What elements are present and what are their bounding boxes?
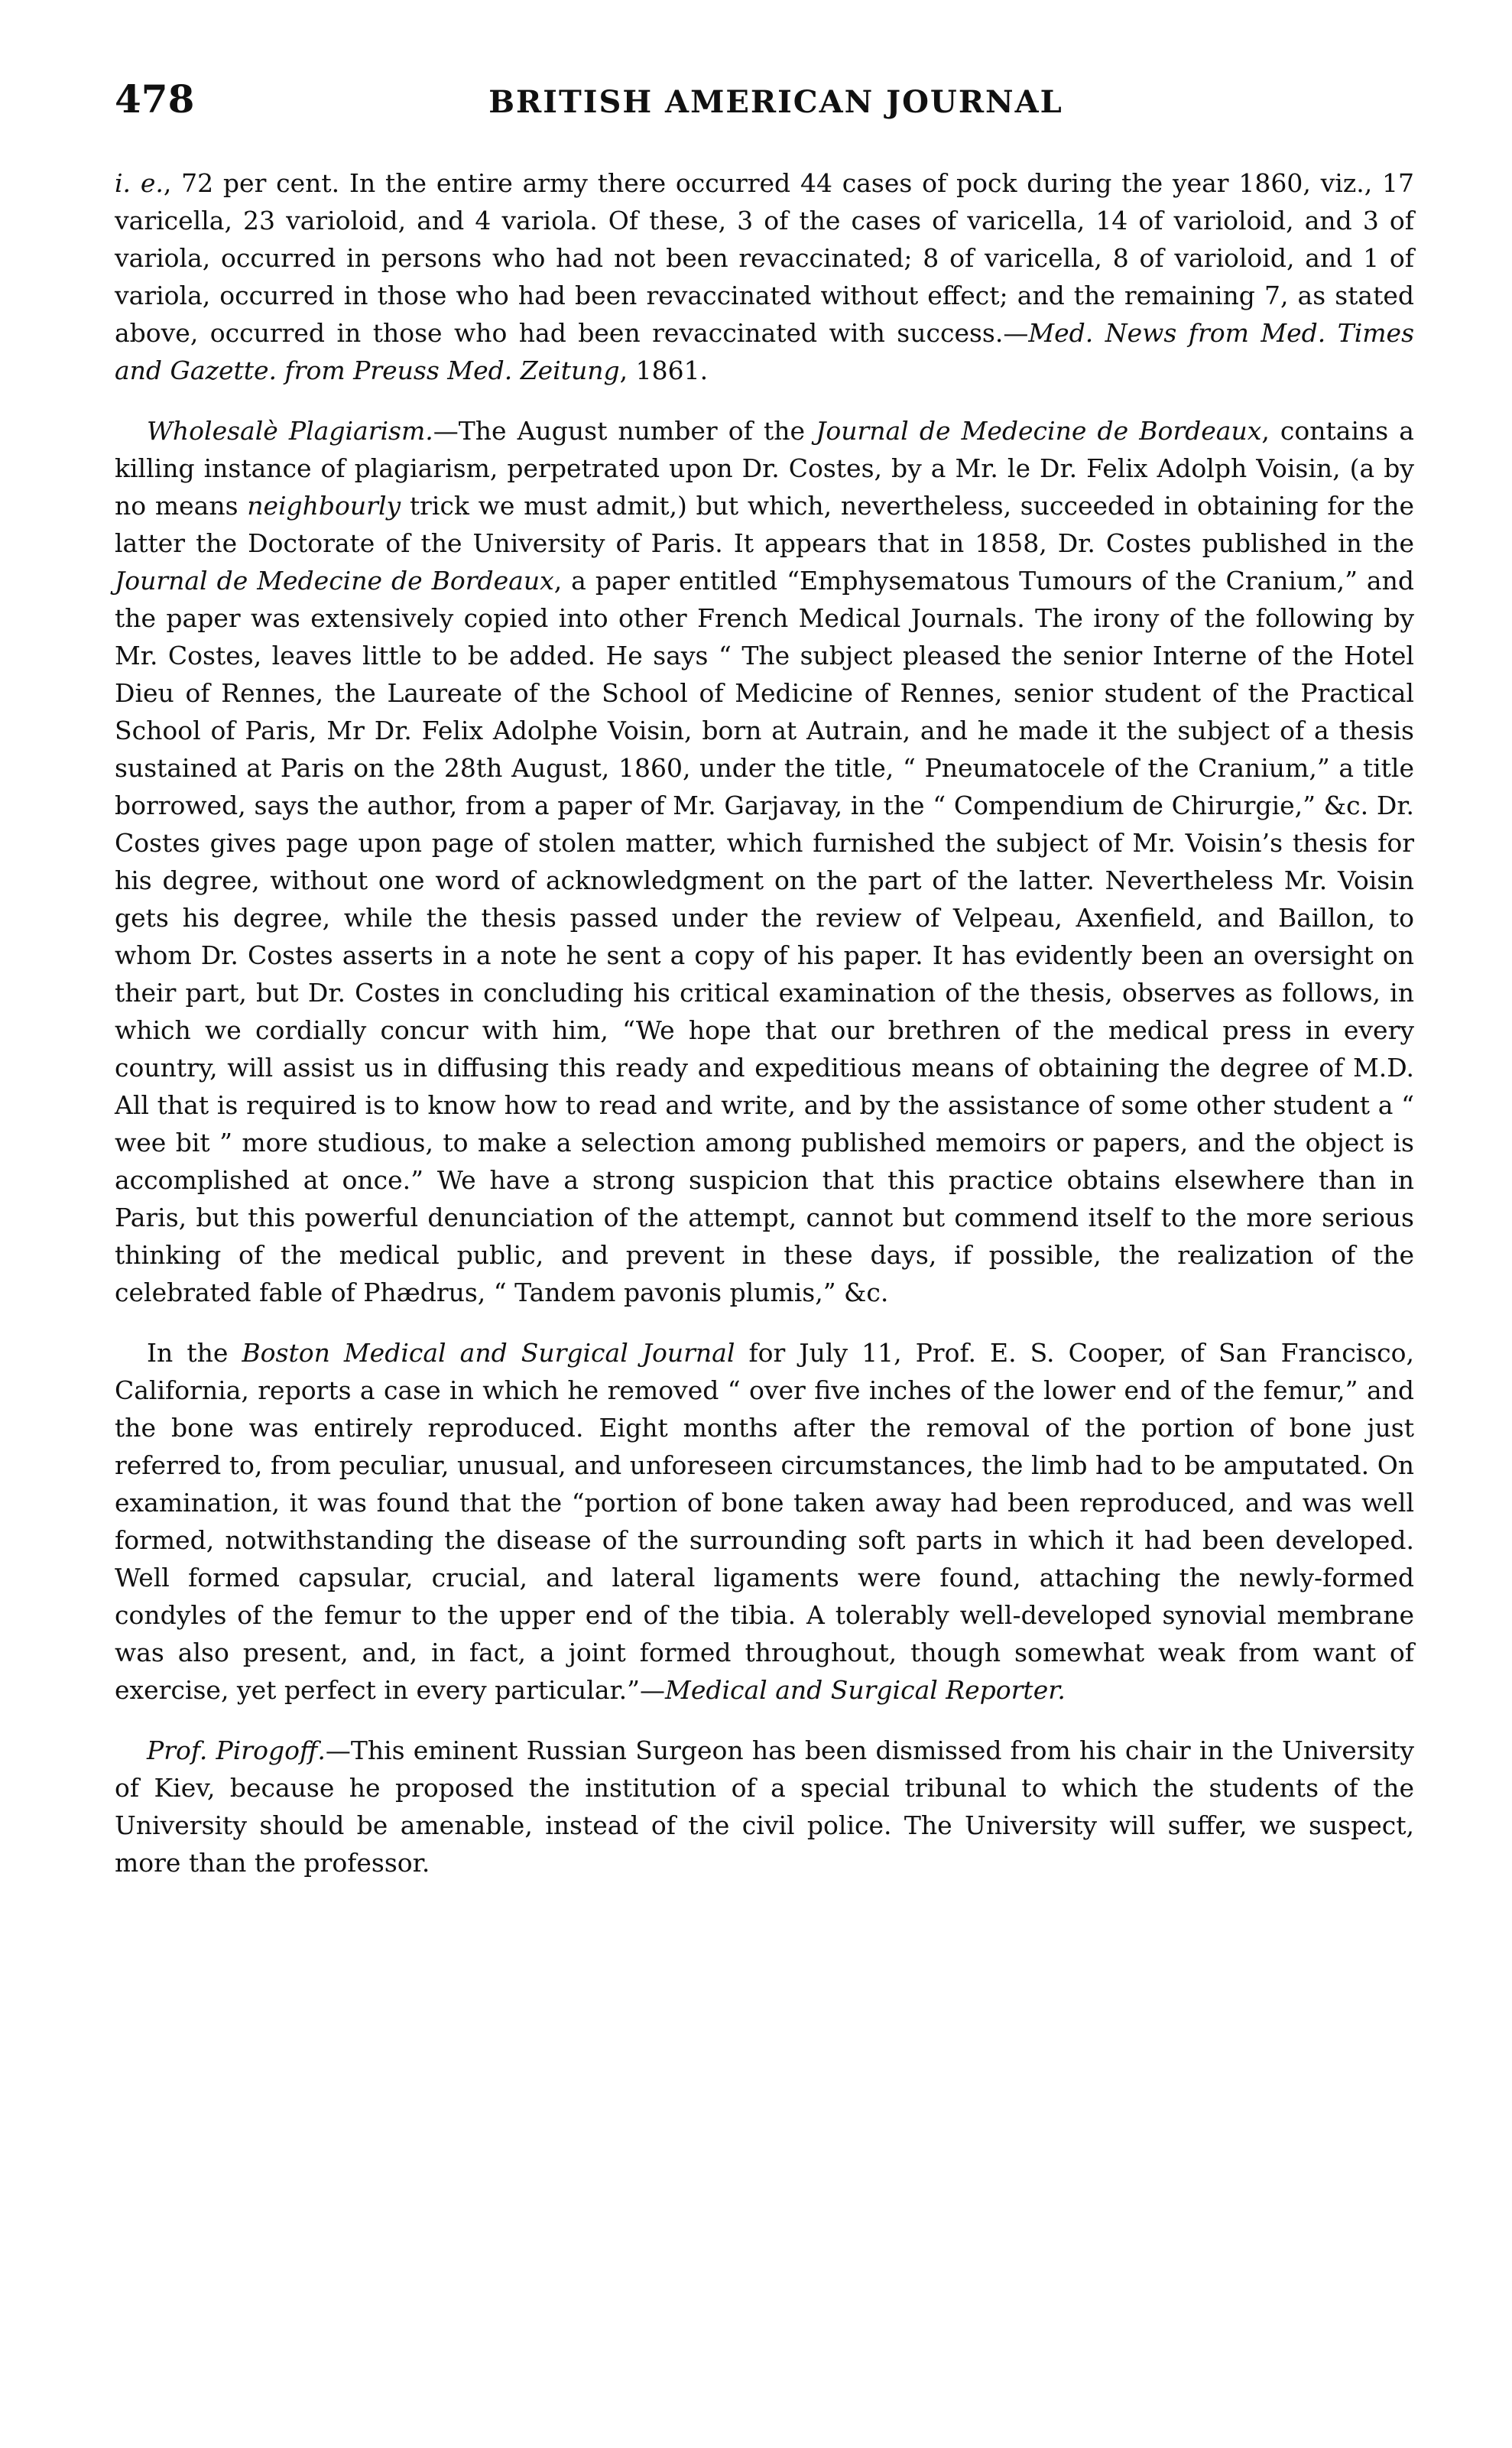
text-segment: neighbourly — [247, 491, 401, 521]
text-segment: —The August number of the — [433, 416, 816, 446]
paragraph-wholesale-plagiarism — [115, 412, 1414, 1311]
text-segment: Journal de Medecine de Bordeaux — [816, 416, 1262, 446]
text-segment: trick we must admit,) but which, nevertheless, succeeded in obtaining for the latter the Doctorate of the University of Paris. It appears that in 1858, Dr. Costes published in the — [115, 491, 1414, 558]
paragraph-prof-pirogoff — [115, 1732, 1414, 1881]
text-segment: for July 11, Prof. E. S. Cooper, of San Francisco, California, reports a case in which he removed “ over five inches of the lower end of the femur,” and the bone was entirely reproduced. Eight months after the removal of the portion of bone just referred to, from peculiar, unusual, and unforeseen circumstances, the limb had to be amputated. On examination, it was found that the “portion of bone taken away had been reproduced, and was well formed, notwithstanding the disease of the surrounding soft parts in which it had been developed. Well formed capsular, crucial, and lateral ligaments were found, attaching the newly-formed condyles of the femur to the upper end of the tibia. A tolerably well-developed synovial membrane was also present, and, in fact, a joint formed throughout, though somewhat weak from want of exercise, yet perfect in every particular.”— — [115, 1338, 1415, 1705]
page-header — [115, 76, 1437, 138]
text-segment: i. e. — [115, 168, 164, 198]
text-segment: Medical and Surgical Reporter. — [665, 1675, 1066, 1705]
text-segment: In the — [147, 1338, 242, 1368]
text-segment: Boston Medical and Surgical Journal — [242, 1338, 735, 1368]
text-segment: , a paper entitled “Emphysematous Tumours of the Cranium,” and the paper was extensively copied into other French Medical Journals. The irony of the following by Mr. Costes, leaves little to be added. He says “ The subject pleased the senior Interne of the Hotel Dieu of Rennes, the Laureate of the School of Medicine of Rennes, senior student of the Practical School of Paris, Mr Dr. Felix Adolphe Voisin, born at Autrain, and he made it the subject of a thesis sustained at Paris on the 28th August, 1860, under the title, “ Pneumatocele of the Cranium,” a title borrowed, says the author, from a paper of Mr. Garjavay, in the “ Compendium de Chirurgie,” &c. Dr. Costes gives page upon page of stolen matter, which furnished the subject of Mr. Voisin’s thesis for his degree, without one word of acknowledgment on the part of the latter. Nevertheless Mr. Voisin gets his degree, while the thesis passed under the review of Velpeau, Axenfield, and Baillon, to whom Dr. Costes asserts in a note he sent a copy of his paper. It has evidently been an oversight on their part, but Dr. Costes in concluding his critical examination of the thesis, observes as follows, in which we cordially concur with him, “We hope that our brethren of the medical press in every country, will assist us in diffusing this ready and expeditious means of obtaining the degree of M.D. All that is required is to know how to read and write, and by the assistance of some other student a “ wee bit ” more studious, to make a selection among published memoirs or papers, and the object is accomplished at once.” We have a strong suspicion that this practice obtains elsewhere than in Paris, but this powerful denunciation of the attempt, cannot but commend itself to the more serious thinking of the medical public, and prevent in these days, if possible, the realization of the celebrated fable of Phædrus, “ Tandem pavonis plumis,” &c. — [115, 566, 1414, 1307]
paragraph-smallpox-statistics — [115, 164, 1414, 389]
text-segment: , 1861. — [619, 356, 709, 385]
text-segment: , 72 per cent. In the entire army there occurred 44 cases of pock during the year 1860, viz., 17 varicella, 23 varioloid, and 4 variola. Of these, 3 of the cases of varicella, 14 of varioloid, and 3 of variola, occurred in persons who had not been revaccinated; 8 of varicella, 8 of varioloid, and 1 of variola, occurred in those who had been revaccinated without effect; and the remaining 7, as stated above, occurred in those who had been revaccinated with success.— — [115, 168, 1414, 348]
running-title: BRITISH AMERICAN JOURNAL — [488, 84, 1063, 120]
section-heading: Wholesalè Plagiarism. — [147, 416, 433, 446]
article-body — [115, 164, 1414, 1904]
page-number: 478 — [115, 76, 195, 122]
section-heading: Prof. Pirogoff. — [147, 1735, 326, 1765]
paragraph-femur-reproduction — [115, 1334, 1414, 1709]
text-segment: , contains a killing instance of plagiarism, perpetrated upon Dr. Costes, by a Mr. le Dr. Felix Adolph Voisin, (a by no means — [115, 416, 1414, 521]
text-segment: —This eminent Russian Surgeon has been dismissed from his chair in the University of Kiev, because he proposed the institution of a special tribunal to which the students of the University should be amenable, instead of the civil police. The University will suffer, we suspect, more than the professor. — [115, 1735, 1414, 1878]
text-segment: Med. News from Med. Times and Gazette. from Preuss Med. Zeitung — [115, 318, 1415, 385]
text-segment: Journal de Medecine de Bordeaux — [115, 566, 554, 596]
